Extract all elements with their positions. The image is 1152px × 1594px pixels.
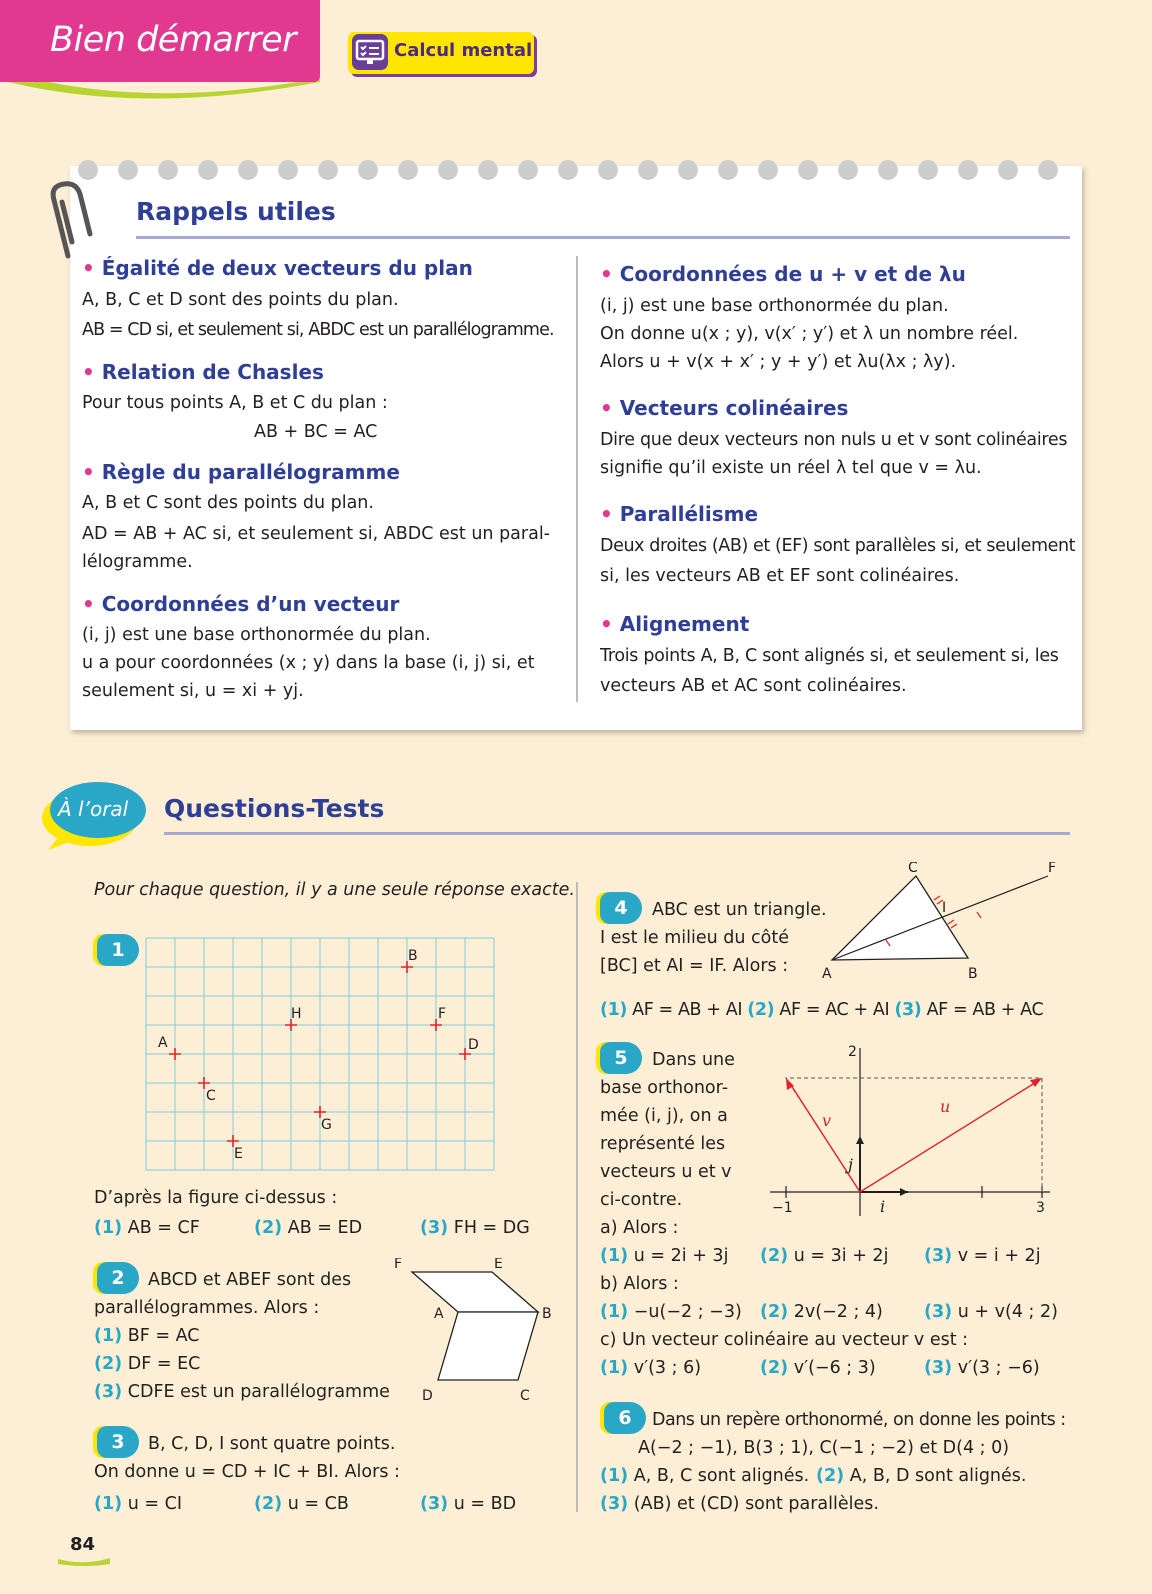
rappels-title: Rappels utiles [136,197,336,226]
q5-b-label: b) Alors : [600,1274,679,1294]
sec-coord-somme-line3: Alors u + v(x + x′ ; y + y′) et λu(λx ; λy). [600,352,957,372]
sec-colineaires-line2: signifie qu’il existe un réel λ tel que v = λu. [600,458,982,478]
q2-option-2[interactable]: (2) DF = EC [94,1354,201,1374]
sec-colineaires-line1: Dire que deux vecteurs non nuls u et v sont colinéaires [600,430,1068,450]
q5-b-option-1[interactable]: (1) −u(−2 ; −3) [600,1302,742,1322]
q5-line-5: vecteurs u et v [600,1162,732,1182]
q1-label-h: H [291,1006,302,1022]
q2-number: 2 [97,1262,139,1294]
q5-vector-v-label: v [822,1111,832,1130]
q2-label-c: C [520,1388,530,1404]
q1-label-b: B [408,948,418,964]
q6-option-1[interactable]: (1) A, B, C sont alignés. [600,1466,810,1486]
questions-divider [576,882,578,1512]
q5-a-label: a) Alors : [600,1218,679,1238]
sec-coord-vecteur-title: • Coordonnées d’un vecteur [82,592,400,616]
questions-intro: Pour chaque question, il y a une seule réponse exacte. [94,880,575,900]
paperclip-icon [44,180,104,260]
sec-parallelisme-line1: Deux droites (AB) et (EF) sont parallèles si, et seulement [600,536,1076,556]
q4-label-f: F [1048,862,1057,876]
sec-parallelogramme-line3: lélogramme. [82,552,193,572]
q6-option-2[interactable]: (2) A, B, D sont alignés. [816,1466,1027,1486]
q5-vector-i-label: i [880,1197,886,1216]
q5-line-2: base orthonor- [600,1078,729,1098]
column-divider [576,256,578,702]
q5-c-option-3[interactable]: (3) v′(3 ; −6) [924,1358,1040,1378]
q6-option-3[interactable]: (3) (AB) et (CD) sont parallèles. [600,1494,879,1514]
q2-parallelogram-figure [394,1258,558,1406]
q5-line-3: mée (i, j), on a [600,1106,728,1126]
sec-alignement-title: • Alignement [600,612,750,636]
q5-a-option-2[interactable]: (2) u = 3i + 2j [760,1246,889,1266]
q5-line-6: ci-contre. [600,1190,683,1210]
q1-label-a: A [158,1035,168,1051]
q2-label-d: D [422,1388,433,1404]
q1-label-f: F [438,1006,447,1022]
q1-label-d: D [468,1037,479,1053]
q5-number: 5 [600,1042,642,1074]
page-number: 84 [70,1534,96,1555]
sec-alignement-line2: vecteurs AB et AC sont colinéaires. [600,676,907,696]
q5-vector-u-label: u [940,1097,951,1116]
q4-label-c: C [908,862,918,876]
q1-option-2[interactable]: (2) AB = ED [254,1218,363,1238]
q6-text-1: Dans un repère orthonormé, on donne les points : [652,1410,1066,1430]
q5-a-option-1[interactable]: (1) u = 2i + 3j [600,1246,729,1266]
q1-number: 1 [97,934,139,966]
page-underline [58,1556,110,1566]
q1-label-c: C [206,1088,216,1104]
sec-coord-somme-line2: On donne u(x ; y), v(x′ ; y′) et λ un nombre réel. [600,324,1019,344]
q3-text-2: On donne u = CD + IC + BI. Alors : [94,1462,400,1482]
q5-a-option-3[interactable]: (3) v = i + 2j [924,1246,1041,1266]
q5-axis-label-3: 3 [1036,1200,1045,1216]
q6-number: 6 [604,1402,646,1434]
q3-option-2[interactable]: (2) u = CB [254,1494,349,1514]
q2-label-e: E [494,1258,503,1272]
sec-chasles-line1: Pour tous points A, B et C du plan : [82,393,388,413]
q2-option-1[interactable]: (1) BF = AC [94,1326,200,1346]
q6-text-2: A(−2 ; −1), B(3 ; 1), C(−1 ; −2) et D(4 ; 0) [638,1438,1010,1458]
calcul-mental-label[interactable]: Calcul mental [394,40,533,61]
q2-text-2: parallélogrammes. Alors : [94,1298,320,1318]
q3-option-3[interactable]: (3) u = BD [420,1494,517,1514]
q4-text-1: ABC est un triangle. [652,900,827,920]
q1-label-e: E [234,1146,243,1162]
q3-text-1: B, C, D, I sont quatre points. [148,1434,396,1454]
q4-label-a: A [822,966,832,982]
q2-label-f: F [394,1258,403,1272]
q3-number: 3 [97,1426,139,1458]
q4-triangle-figure [822,862,1066,982]
q5-c-label: c) Un vecteur colinéaire au vecteur v est : [600,1330,969,1350]
sec-parallelogramme-line2: AD = AB + AC si, et seulement si, ABDC est un paral- [82,524,550,544]
q4-label-b: B [968,966,978,982]
q5-c-option-1[interactable]: (1) v′(3 ; 6) [600,1358,702,1378]
sec-coord-somme-line1: (i, j) est une base orthonormée du plan. [600,296,949,316]
q4-text-3: [BC] et AI = IF. Alors : [600,956,789,976]
screen-checklist-icon [352,34,388,70]
section-title: Bien démarrer [50,20,297,60]
sec-egalite-line2: AB = CD si, et seulement si, ABDC est un parallélogramme. [82,320,554,340]
q5-vector-j-label: j [848,1155,853,1174]
sec-egalite-line1: A, B, C et D sont des points du plan. [82,290,399,310]
q1-option-3[interactable]: (3) FH = DG [420,1218,530,1238]
q5-line-4: représenté les [600,1134,726,1154]
sec-coord-somme-title: • Coordonnées de u + v et de λu [600,262,966,286]
sec-parallelogramme-title: • Règle du parallélogramme [82,460,400,484]
q5-axis-label-minus1: −1 [772,1200,793,1216]
q2-text-1: ABCD et ABEF sont des [148,1270,352,1290]
sec-colineaires-title: • Vecteurs colinéaires [600,396,849,420]
q5-c-option-2[interactable]: (2) v′(−6 ; 3) [760,1358,876,1378]
sec-coord-vecteur-line3: seulement si, u = xi + yj. [82,681,304,701]
sec-coord-vecteur-line1: (i, j) est une base orthonormée du plan. [82,625,431,645]
q4-text-2: I est le milieu du côté [600,928,789,948]
questions-tests-title: Questions-Tests [164,794,385,823]
sec-egalite-title: • Égalité de deux vecteurs du plan [82,256,473,280]
sec-coord-vecteur-line2: u a pour coordonnées (x ; y) dans la base (i, j) si, et [82,653,535,673]
q5-axes-figure [760,1040,1070,1220]
q3-option-1[interactable]: (1) u = CI [94,1494,183,1514]
q5-b-option-3[interactable]: (3) u + v(4 ; 2) [924,1302,1058,1322]
sec-parallelogramme-line1: A, B et C sont des points du plan. [82,493,374,513]
q2-label-b: B [542,1306,552,1322]
q1-option-1[interactable]: (1) AB = CF [94,1218,200,1238]
sec-alignement-line1: Trois points A, B, C sont alignés si, et seulement si, les [600,646,1059,666]
q1-label-g: G [321,1117,332,1133]
q4-options[interactable]: (1) AF = AB + AI (2) AF = AC + AI (3) AF = AB + AC [600,1000,1044,1020]
sec-parallelisme-line2: si, les vecteurs AB et EF sont colinéaires. [600,566,960,586]
q1-caption: D’après la figure ci-dessus : [94,1188,338,1208]
questions-rule [164,832,1070,835]
q1-grid-figure [140,932,506,1178]
q5-b-option-2[interactable]: (2) 2v(−2 ; 4) [760,1302,883,1322]
q5-axis-label-2: 2 [848,1044,857,1060]
q4-label-i: I [942,900,947,916]
q4-number: 4 [600,892,642,924]
title-rule [136,236,1070,239]
oral-badge-label: À l’oral [58,797,129,821]
q2-option-3[interactable]: (3) CDFE est un parallélogramme [94,1382,390,1402]
q5-line-1: Dans une [652,1050,735,1070]
sec-parallelisme-title: • Parallélisme [600,502,759,526]
q2-label-a: A [434,1306,444,1322]
sec-chasles-formula: AB + BC = AC [254,422,378,442]
sec-chasles-title: • Relation de Chasles [82,360,324,384]
